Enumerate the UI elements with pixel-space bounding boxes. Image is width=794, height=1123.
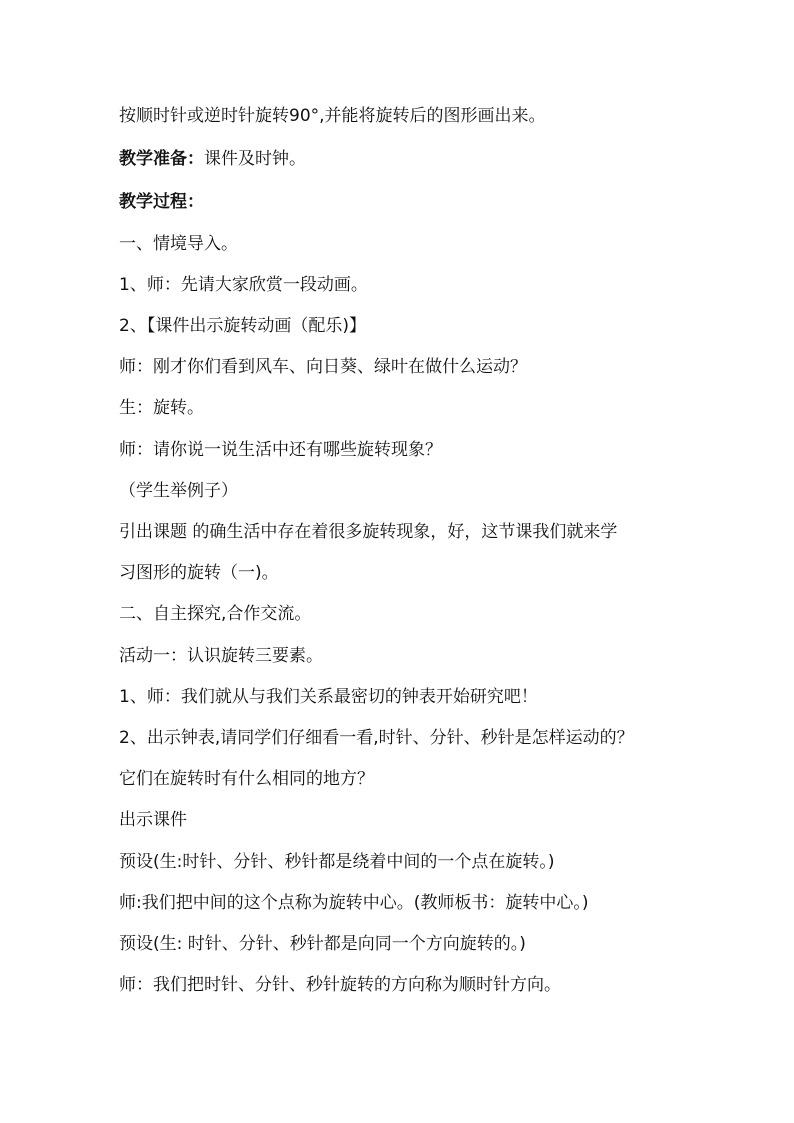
line-text: 出示课件 bbox=[119, 810, 187, 830]
line-label: 教学准备： bbox=[119, 149, 204, 169]
line-text: 师：我们把时针、分针、秒针旋转的方向称为顺时针方向。 bbox=[119, 975, 561, 995]
text-line bbox=[119, 273, 759, 297]
text-line bbox=[119, 767, 759, 791]
text-line bbox=[119, 104, 759, 128]
line-text: （学生举例子） bbox=[119, 481, 238, 501]
line-label: 教学过程： bbox=[119, 192, 204, 212]
text-line bbox=[119, 932, 759, 956]
text-line bbox=[119, 355, 759, 379]
text-line bbox=[119, 644, 759, 668]
line-text: 2、出示钟表,请同学们仔细看一看,时针、分针、秒针是怎样运动的？ bbox=[119, 728, 634, 748]
text-line bbox=[119, 685, 759, 709]
line-text: 师：请你说一说生活中还有哪些旋转现象？ bbox=[119, 440, 442, 460]
line-text: 预设(生: 时针、分针、秒针都是向同一个方向旋转的。) bbox=[119, 934, 526, 954]
text-line bbox=[119, 850, 759, 874]
line-text: 它们在旋转时有什么相同的地方？ bbox=[119, 769, 374, 789]
text-line bbox=[119, 438, 759, 462]
text-line bbox=[119, 520, 759, 544]
line-text: 2、【课件出示旋转动画（配乐)】 bbox=[119, 316, 366, 336]
teaching-preparation-line bbox=[119, 147, 759, 171]
line-text: 课件及时钟。 bbox=[204, 149, 306, 169]
text-line bbox=[119, 314, 759, 338]
text-line bbox=[119, 973, 759, 997]
line-text: 习图形的旋转（一)。 bbox=[119, 563, 279, 583]
text-line bbox=[119, 808, 759, 832]
line-text: 活动一：认识旋转三要素。 bbox=[119, 646, 323, 666]
line-text: 二、自主探究,合作交流。 bbox=[119, 604, 312, 624]
text-line bbox=[119, 891, 759, 915]
line-text: 按顺时针或逆时针旋转90°,并能将旋转后的图形画出来。 bbox=[119, 106, 546, 126]
text-line bbox=[119, 561, 759, 585]
text-line bbox=[119, 479, 759, 503]
section-heading bbox=[119, 232, 759, 256]
section-heading bbox=[119, 602, 759, 626]
line-text: 生：旋转。 bbox=[119, 398, 204, 418]
text-line bbox=[119, 396, 759, 420]
teaching-process-heading bbox=[119, 190, 759, 214]
line-text: 1、师：先请大家欣赏一段动画。 bbox=[119, 275, 368, 295]
line-text: 一、情境导入。 bbox=[119, 234, 238, 254]
line-text: 引出课题 的确生活中存在着很多旋转现象，好，这节课我们就来学 bbox=[119, 522, 618, 542]
line-text: 1、师：我们就从与我们关系最密切的钟表开始研究吧！ bbox=[119, 687, 538, 707]
text-line bbox=[119, 726, 759, 750]
line-text: 预设(生:时针、分针、秒针都是绕着中间的一个点在旋转。) bbox=[119, 852, 555, 872]
line-text: 师：刚才你们看到风车、向日葵、绿叶在做什么运动？ bbox=[119, 357, 527, 377]
line-text: 师:我们把中间的这个点称为旋转中心。(教师板书：旋转中心。) bbox=[119, 893, 589, 913]
